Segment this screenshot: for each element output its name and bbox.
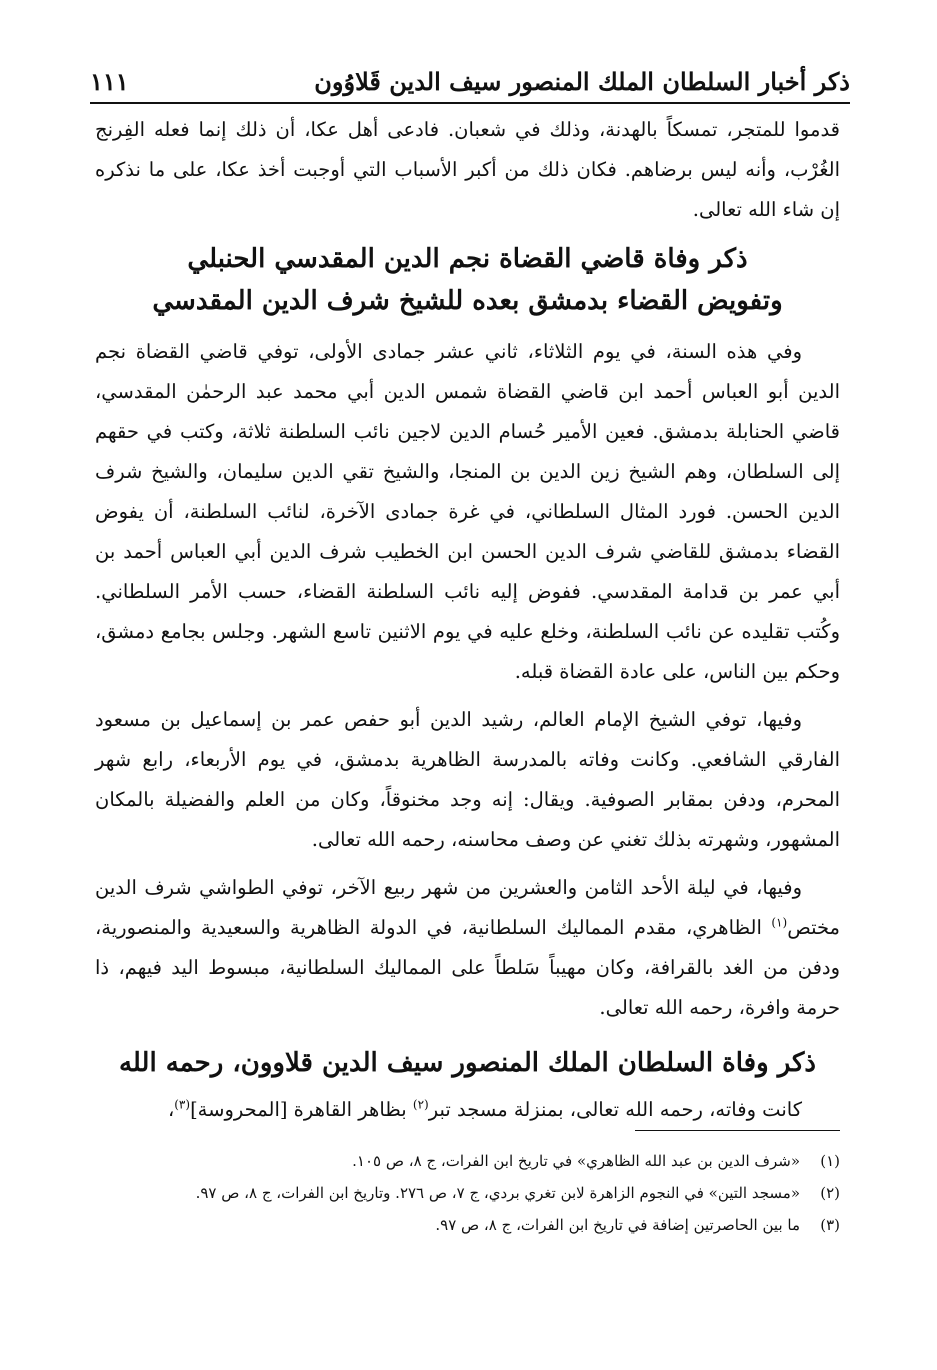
paragraph-judge-death: وفي هذه السنة، في يوم الثلاثاء، ثاني عشر جمادى الأولى، توفي قاضي القضاة نجم الدين أبو العباس أحمد ابن قاضي القضاة شمس الدين أبي محمد عبد الرحمٰن المقدسي، قاضي الحنابلة بدمشق. فعين الأمير حُسام الدين لاجين نائب السلطنة ثلاثة، وكتب في حقهم إلى السلطان، وهم الشيخ زين الدين بن المنجا، والشيخ تقي الدين سليمان، والشيخ شرف الدين الحسن. فورد المثال السلطاني، في غرة جمادى الآخرة، لنائب السلطنة، أن يفوض القضاء بدمشق للقاضي شرف الدين الحسن ابن الخطيب شرف الدين أبي العباس أحمد بن أبي عمر بن قدامة المقدسي. ففوض إليه نائب السلطنة القضاء، حسب الأمر السلطاني. وكُتب تقليده عن نائب السلطنة، وخلع عليه في يوم الاثنين تاسع الشهر. وجلس بجامع دمشق، وحكم بين الناس، على عادة القضاة قبله. [95,340,840,683]
paragraph-text: وفيها، في ليلة الأحد الثامن والعشرين من شهر ربيع الآخر، توفي الطواشي شرف الدين مختص [95,876,840,939]
paragraph-text: بظاهر القاهرة [المحروسة] [190,1098,413,1121]
page-header [90,50,850,104]
footnote [95,1178,840,1208]
section-heading-judge-death [95,238,840,322]
running-title: ذكر أخبار السلطان الملك المنصور سيف الدين قَلاوُون [314,67,850,96]
footnote-text: «شرف الدين بن عبد الله الظاهري» في تاريخ ابن الفرات، ج ٨، ص ١٠٥. [352,1152,800,1170]
footnote [95,1146,840,1176]
intro-paragraph: قدموا للمتجر، تمسكاً بالهدنة، وذلك في شعبان. فادعى أهل عكا، أن ذلك إنما فعله الفِرنج الغُرْب، وأنه ليس برضاهم. فكان ذلك من أكبر الأسباب التي أوجبت أخذ عكا، على ما نذكره إن شاء الله تعالى. [95,118,840,221]
page-body [95,110,840,1138]
footnote-number: (٣) [820,1216,840,1234]
section-heading-sultan-death: ذكر وفاة السلطان الملك المنصور سيف الدين قلاوون، رحمه الله [118,1048,817,1078]
footnote [95,1210,840,1240]
paragraph-text: ، [167,1098,175,1121]
footnote-text: «مسجد التين» في النجوم الزاهرة لابن تغري بردي، ج ٧، ص ٢٧٦. وتاريخ ابن الفرات، ج ٨، ص ٩٧. [195,1184,800,1202]
paragraph-sultan-death [95,1090,840,1130]
page-number: ١١١ [90,67,129,96]
footnotes [95,1146,840,1242]
paragraph-rashid-death: وفيها، توفي الشيخ الإمام العالم، رشيد الدين أبو حفص عمر بن إسماعيل بن مسعود الفارقي الشافعي. وكانت وفاته بالمدرسة الظاهرية بدمشق، في يوم الأربعاء، رابع شهر المحرم، ودفن بمقابر الصوفية. ويقال: إنه وجد مخنوقاً، وكان من العلم والفضيلة بالمكان المشهور، وشهرته بذلك تغني عن وصف محاسنه، رحمه الله تعالى. [95,708,840,851]
paragraph-text: الظاهري، مقدم المماليك السلطانية، في الدولة الظاهرية والسعيدية والمنصورية، ودفن من الغد بالقرافة، وكان مهيباً سَلطاً على المماليك السلطانية، مبسوط اليد فيهم، ذا حرمة وافرة، رحمه الله تعالى. [95,916,840,1019]
paragraph-mukhtass-death [95,868,840,1028]
footnote-number: (٢) [820,1184,840,1202]
paragraph-text: كانت وفاته، رحمه الله تعالى، بمنزلة مسجد تبر [428,1098,802,1121]
footnote-number: (١) [820,1152,840,1170]
footnote-divider [635,1130,840,1131]
footnote-ref-1[interactable]: (١) [771,915,788,930]
footnote-ref-3[interactable]: (٣) [174,1097,191,1112]
section-heading-line1: ذكر وفاة قاضي القضاة نجم الدين المقدسي الحنبلي [187,244,748,274]
footnote-ref-2[interactable]: (٢) [412,1097,429,1112]
section-heading-line2: وتفويض القضاء بدمشق بعده للشيخ شرف الدين المقدسي [152,286,783,316]
footnote-text: ما بين الحاصرتين إضافة في تاريخ ابن الفرات، ج ٨، ص ٩٧. [435,1216,800,1234]
